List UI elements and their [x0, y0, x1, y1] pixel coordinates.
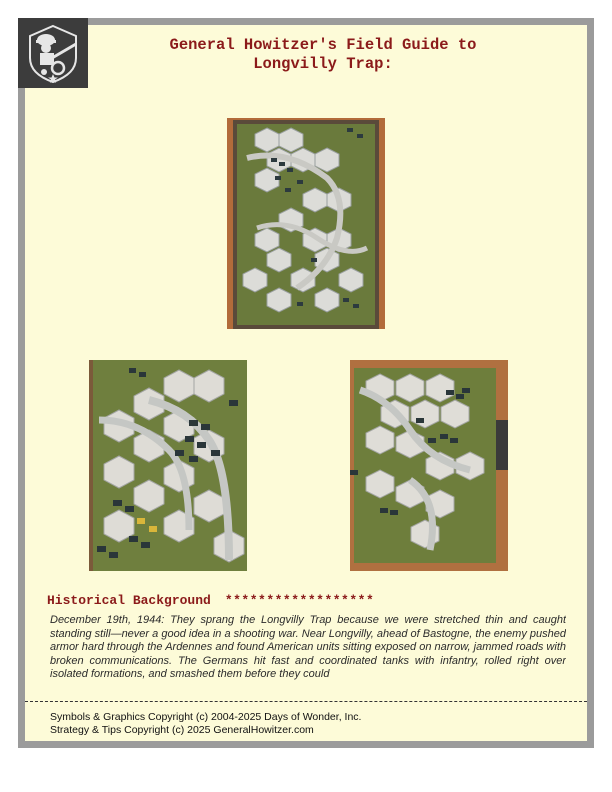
- title-line-2: Longvilly Trap:: [253, 55, 393, 73]
- soldier-with-artillery-gun-icon: [18, 18, 88, 88]
- copyright-footer: [50, 711, 361, 736]
- copyright-line-1: Symbols & Graphics Copyright (c) 2004-2025 Days of Wonder, Inc.: [50, 711, 362, 723]
- board-photo-closeup-left: [89, 360, 247, 571]
- page-title: [100, 36, 546, 74]
- copyright-line-2: Strategy & Tips Copyright (c) 2025 GeneralHowitzer.com: [50, 723, 314, 736]
- section-heading: [47, 593, 374, 608]
- title-line-1: General Howitzer's Field Guide to: [169, 36, 477, 54]
- board-photo-overview: [227, 118, 385, 329]
- general-howitzer-logo: [18, 18, 88, 88]
- historical-background-paragraph: December 19th, 1944: They sprang the Longvilly Trap because we were stretched thin and caught standing still—never a good idea in a shooting war. Near Longvilly, ahead of Bastogne, the enemy pushed armor hard through the Ardennes and found American units sitting exposed on narrow, jammed roads with broken communications. The Germans hit fast and coordinated tanks with infantry, rolled right over isolated formations, and smashed them before they could: [50, 614, 566, 680]
- footer-divider: [25, 701, 587, 702]
- section-heading-stars: ******************: [224, 593, 375, 608]
- board-photo-closeup-right: [350, 360, 508, 571]
- section-heading-text: Historical Background: [47, 593, 211, 608]
